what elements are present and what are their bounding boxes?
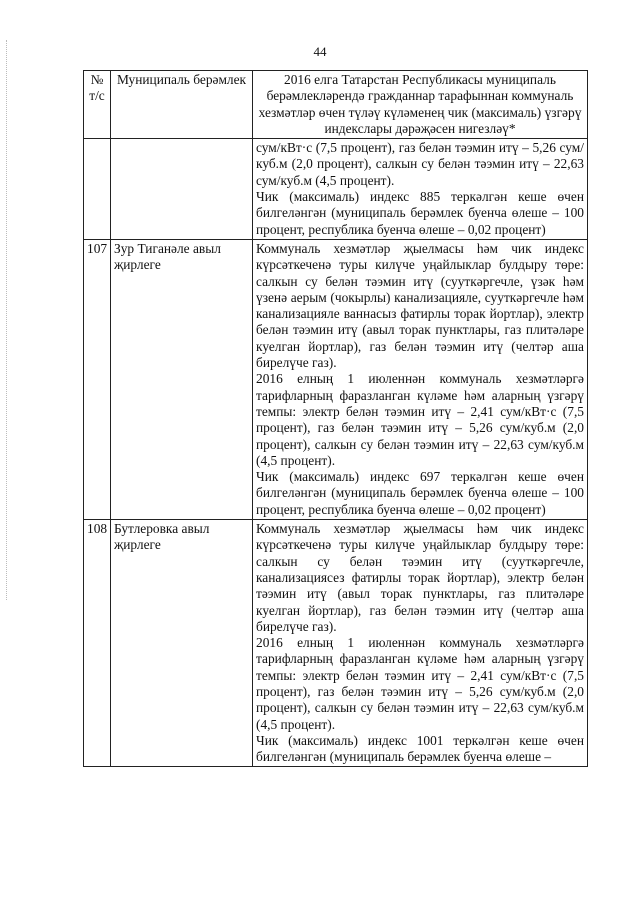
header-municipality: Муниципаль берәмлек [111,71,253,139]
paragraph: Чик (максималь) индекс 1001 теркәлгән кеше өчен билгеләнгән (муниципаль берәмлек буенча өлеше – [256,732,584,765]
header-number: № т/с [84,71,111,139]
table-row [84,239,588,519]
paragraph: Коммуналь хезмәтләр җыелмасы һәм чик индекс күрсәткеченә туры килүче уңайлыклар булдыру төре: салкын су белән тәэмин итү (сууткәргечле, канализациясез фатирлы торак йортлар), электр белән тәэмин итү (авыл торак пунктлары, газ плитәләре куелган йортлар), газ белән тәэмин итү (челтәр аша бирелүче газ). [256,521,584,634]
row-number: 107 [84,239,111,519]
paragraph: Чик (максималь) индекс 885 теркәлгән кеше өчен билгеләнгән (муниципаль берәмлек буенча өлеше – 100 процент, республика буенча өлеше – 0,02 процент) [256,189,584,237]
paragraph: Чик (максималь) индекс 697 теркәлгән кеше өчен билгеләнгән (муниципаль берәмлек буенча өлеше – 100 процент, республика буенча өлеше – 0,02 процент) [256,469,584,517]
index-table [83,70,588,767]
paragraph: 2016 елның 1 июленнән коммуналь хезмәтләргә тарифларның фаразланган күләме һәм аларның үзгәрү темпы: электр белән тәэмин итү – 2,41 сум/кВт·с (7,5 процент), газ белән тәэмин итү – 5,26 сум/куб.м (2,0 процент), салкын су белән тәэмин итү – 22,63 сум/куб.м (4,5 процент). [256,371,584,468]
paragraph: сум/кВт·с (7,5 процент), газ белән тәэмин итү – 5,26 сум/куб.м (2,0 процент), салкын су белән тәэмин итү – 22,63 сум/куб.м (4,5 процент). [256,140,584,188]
municipality-name: Бутлеровка авыл җирлеге [111,520,253,767]
description-cell [253,239,588,519]
page-number: 44 [313,44,327,59]
header-description: 2016 елга Татарстан Республикасы муниципаль берәмлекләрендә гражданнар тарафыннан коммуналь хезмәтләр өчен түләү күләменең чик (максималь) үзгәрү индекслары дәрәҗәсен нигезләү* [253,71,588,139]
table-header-row [84,71,588,139]
continuation-description-cell [253,139,588,240]
table-row-continuation [84,139,588,240]
row-number: 108 [84,520,111,767]
description-cell [253,520,588,767]
continuation-number-cell [84,139,111,240]
scan-margin-marks [6,40,8,600]
paragraph: 2016 елның 1 июленнән коммуналь хезмәтләргә тарифларның фаразланган күләме һәм аларның үзгәрү темпы: электр белән тәэмин итү – 2,41 сум/кВт·с (7,5 процент), газ белән тәэмин итү – 5,26 сум/куб.м (2,0 процент), салкын су белән тәэмин итү – 22,63 сум/куб.м (4,5 процент). [256,635,584,732]
paragraph: Коммуналь хезмәтләр җыелмасы һәм чик индекс күрсәткеченә туры килүче уңайлыклар булдыру төре: салкын су белән тәэмин итү (сууткәргечле, үзәк һәм үзенә аерым (чокырлы) канализацияле, сууткәргечле һәм канализацияле ваннасыз фатирлы торак йортлар), электр белән тәэмин итү (авыл торак пунктлары, газ плитәләре куелган йортлар), газ белән тәэмин итү (челтәр аша бирелүче газ). [256,240,584,371]
municipality-name: Зур Тиганәле авыл җирлеге [111,239,253,519]
continuation-name-cell [111,139,253,240]
table-row [84,520,588,767]
